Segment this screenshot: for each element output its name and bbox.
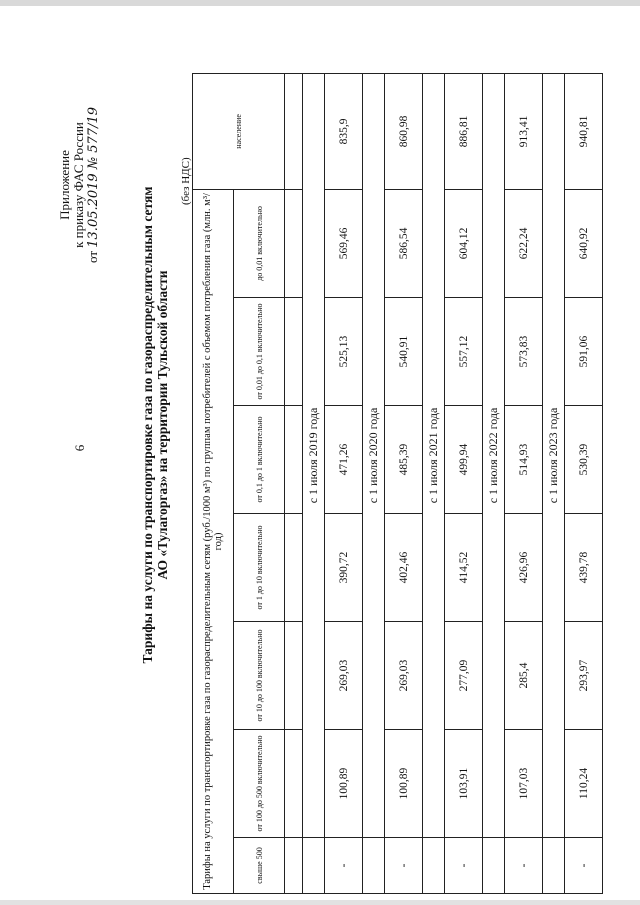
table-cell: 414,52 [445, 514, 483, 622]
table-row [505, 73, 543, 893]
appendix-block [58, 75, 101, 295]
period-row [483, 73, 505, 893]
column-header: от 10 до 100 включительно [234, 622, 285, 730]
table-cell: - [385, 838, 423, 894]
period-row [543, 73, 565, 893]
appendix-line-2: к приказу ФАС России [71, 122, 86, 248]
period-label: с 1 июля 2022 года [483, 73, 505, 837]
table-cell: 277,09 [445, 622, 483, 730]
table-cell: 860,98 [385, 73, 423, 189]
table-cell: 485,39 [385, 406, 423, 514]
table-row [385, 73, 423, 893]
table-cell: 100,89 [325, 730, 363, 838]
tariff-table [192, 73, 603, 894]
period-label: с 1 июля 2019 года [303, 73, 325, 837]
column-header: от 100 до 500 включительно [234, 730, 285, 838]
table-cell: 514,93 [505, 406, 543, 514]
table-row [325, 73, 363, 893]
table-cell: 103,91 [445, 730, 483, 838]
table-cell: 586,54 [385, 189, 423, 297]
table-cell: 426,96 [505, 514, 543, 622]
period-row [363, 73, 385, 893]
column-header: свыше 500 [234, 838, 285, 894]
table-cell: 622,24 [505, 189, 543, 297]
table-cell: 525,13 [325, 298, 363, 406]
table-main-header: Тарифы на услуги по транспортировке газа по газораспределительным сетям (руб./1000 м³) по группам потребителей с объемом потребления газа (млн. м³/год) [193, 189, 234, 893]
table-cell: 940,81 [565, 73, 603, 189]
column-header: от 0,1 до 1 включительно [234, 406, 285, 514]
title-line-2: АО «Тулагоргаз» на территории Тульской области [155, 270, 170, 580]
vat-note: (без НДС) [180, 157, 192, 205]
table-row [445, 73, 483, 893]
table-cell: 107,03 [505, 730, 543, 838]
table-cell: - [325, 838, 363, 894]
document-title [140, 145, 170, 705]
table-cell: - [505, 838, 543, 894]
table-cell: 471,26 [325, 406, 363, 514]
column-header: до 0,01 включительно [234, 189, 285, 297]
period-label: с 1 июля 2020 года [363, 73, 385, 837]
table-cell: 402,46 [385, 514, 423, 622]
table-cell: 640,92 [565, 189, 603, 297]
table-cell: 569,46 [325, 189, 363, 297]
table-cell: - [445, 838, 483, 894]
appendix-line-3 [86, 75, 101, 295]
period-label: с 1 июля 2023 года [543, 73, 565, 837]
title-line-1: Тарифы на услуги по транспортировке газа по газораспределительным сетям [140, 186, 155, 664]
table-cell: 269,03 [325, 622, 363, 730]
column-header: население [193, 73, 285, 189]
table-cell: 604,12 [445, 189, 483, 297]
table-cell: 499,94 [445, 406, 483, 514]
table-cell: 110,24 [565, 730, 603, 838]
spacer-row [285, 73, 303, 893]
table-cell: 913,41 [505, 73, 543, 189]
period-row [303, 73, 325, 893]
table-cell: 293,97 [565, 622, 603, 730]
table-cell: 390,72 [325, 514, 363, 622]
table-cell: 439,78 [565, 514, 603, 622]
handwritten-signature: 13.05.2019 № 577/19 [86, 107, 101, 248]
table-cell: 530,39 [565, 406, 603, 514]
table-cell: 591,06 [565, 298, 603, 406]
table-cell: 100,89 [385, 730, 423, 838]
table-cell: 886,81 [445, 73, 483, 189]
table-cell: 835,9 [325, 73, 363, 189]
appendix-date-prefix: от [85, 250, 100, 263]
table-cell: - [565, 838, 603, 894]
period-row [423, 73, 445, 893]
table-cell: 285,4 [505, 622, 543, 730]
page-number: 6 [72, 444, 87, 452]
table-cell: 573,83 [505, 298, 543, 406]
appendix-line-1: Приложение [57, 150, 72, 220]
table-cell: 540,91 [385, 298, 423, 406]
column-header: от 1 до 10 включительно [234, 514, 285, 622]
table-cell: 269,03 [385, 622, 423, 730]
period-label: с 1 июля 2021 года [423, 73, 445, 837]
table-row [565, 73, 603, 893]
column-header: от 0,01 до 0,1 включительно [234, 298, 285, 406]
table-cell: 557,12 [445, 298, 483, 406]
